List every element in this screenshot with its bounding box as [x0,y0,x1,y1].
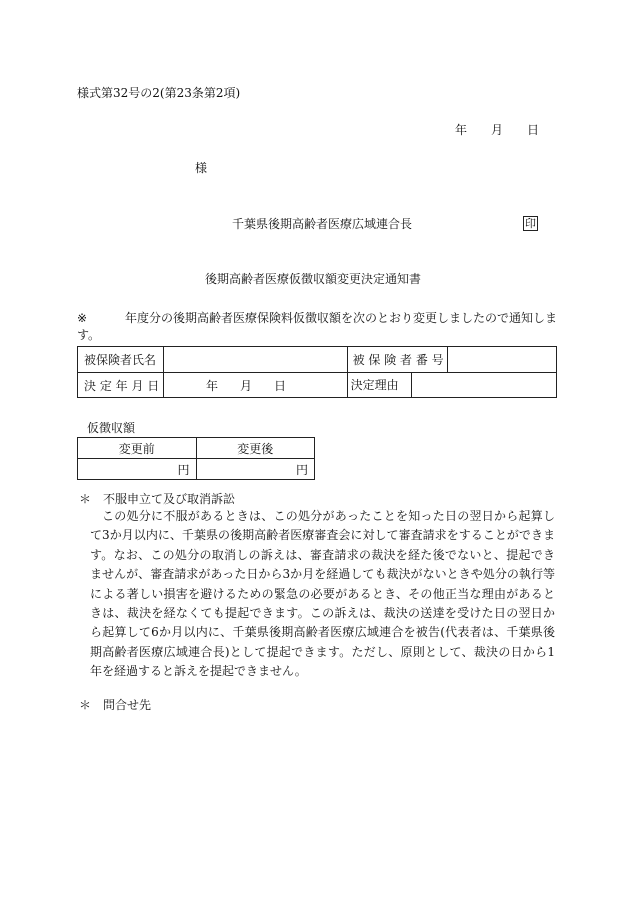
addressee-suffix: 様 [195,161,208,175]
notice-line-1: 年度分の後期高齢者医療保険料仮徴収額を次のとおり変更しましたので通知しま [125,311,558,325]
decision-reason-label: 決定理由 [348,373,412,397]
after-label: 変更後 [196,438,315,459]
appeal-heading: ＊ 不服申立て及び取消訴訟 [79,492,236,506]
document-title: 後期高齢者医療仮徴収額変更決定通知書 [205,272,422,286]
after-amount: 円 [196,459,315,480]
info-table [77,346,557,398]
issuer-name: 千葉県後期高齢者医療広域連合長 [232,217,413,231]
insured-name-value [163,347,347,373]
inquiry-heading: ＊ 問合せ先 [79,698,152,712]
seal-mark [523,216,538,231]
appeal-body: この処分に不服があるときは、この処分があったことを知った日の翌日から起算して3か月以内に、千葉県の後期高齢者医療審査会に対して審査請求をすることができます。なお、この処分の取消しの訴えは、審査請求の裁決を経た後でないと、提起できませんが、審査請求があった日から3か月を経過しても裁決がないときや処分の執行等による著しい損害を避けるための緊急の必要があるとき、その他正当な理由があるときは、裁決を経なくても提起できます。この訴えは、裁決の送達を受けた日の翌日から起算して6か月以内に、千葉県後期高齢者医療広域連合を被告(代表者は、千葉県後期高齢者医療広域連合長)として提起できます。ただし、原則として、裁決の日から1年を経過すると訴えを提起できません。 [90,509,555,679]
decision-month: 月 [239,378,252,393]
insured-number-value [447,347,556,373]
insured-number-label: 被 保 険 者 番 号 [347,347,447,373]
provisional-table [77,437,315,480]
provisional-value-row [78,459,315,480]
before-label: 変更前 [78,438,197,459]
form-number: 様式第32号の2(第23条第2項) [77,86,241,100]
decision-day: 日 [274,378,287,393]
insured-name-label: 被保険者氏名 [78,347,164,373]
provisional-heading: 仮徴収額 [87,421,136,435]
notice-mark: ※ [77,311,88,325]
date-year: 年 [455,123,468,137]
date-month: 月 [491,123,504,137]
date-day: 日 [527,123,540,137]
seal-char: 印 [525,217,536,230]
before-amount: 円 [78,459,197,480]
notice-line-2: す。 [77,328,101,342]
decision-date-value [163,373,347,398]
decision-date-label: 決 定 年 月 日 [78,373,164,398]
provisional-header-row [78,438,315,459]
info-row-decision [78,373,557,398]
decision-reason-cell [347,373,556,398]
info-row-insured [78,347,557,373]
decision-year: 年 [205,378,218,393]
